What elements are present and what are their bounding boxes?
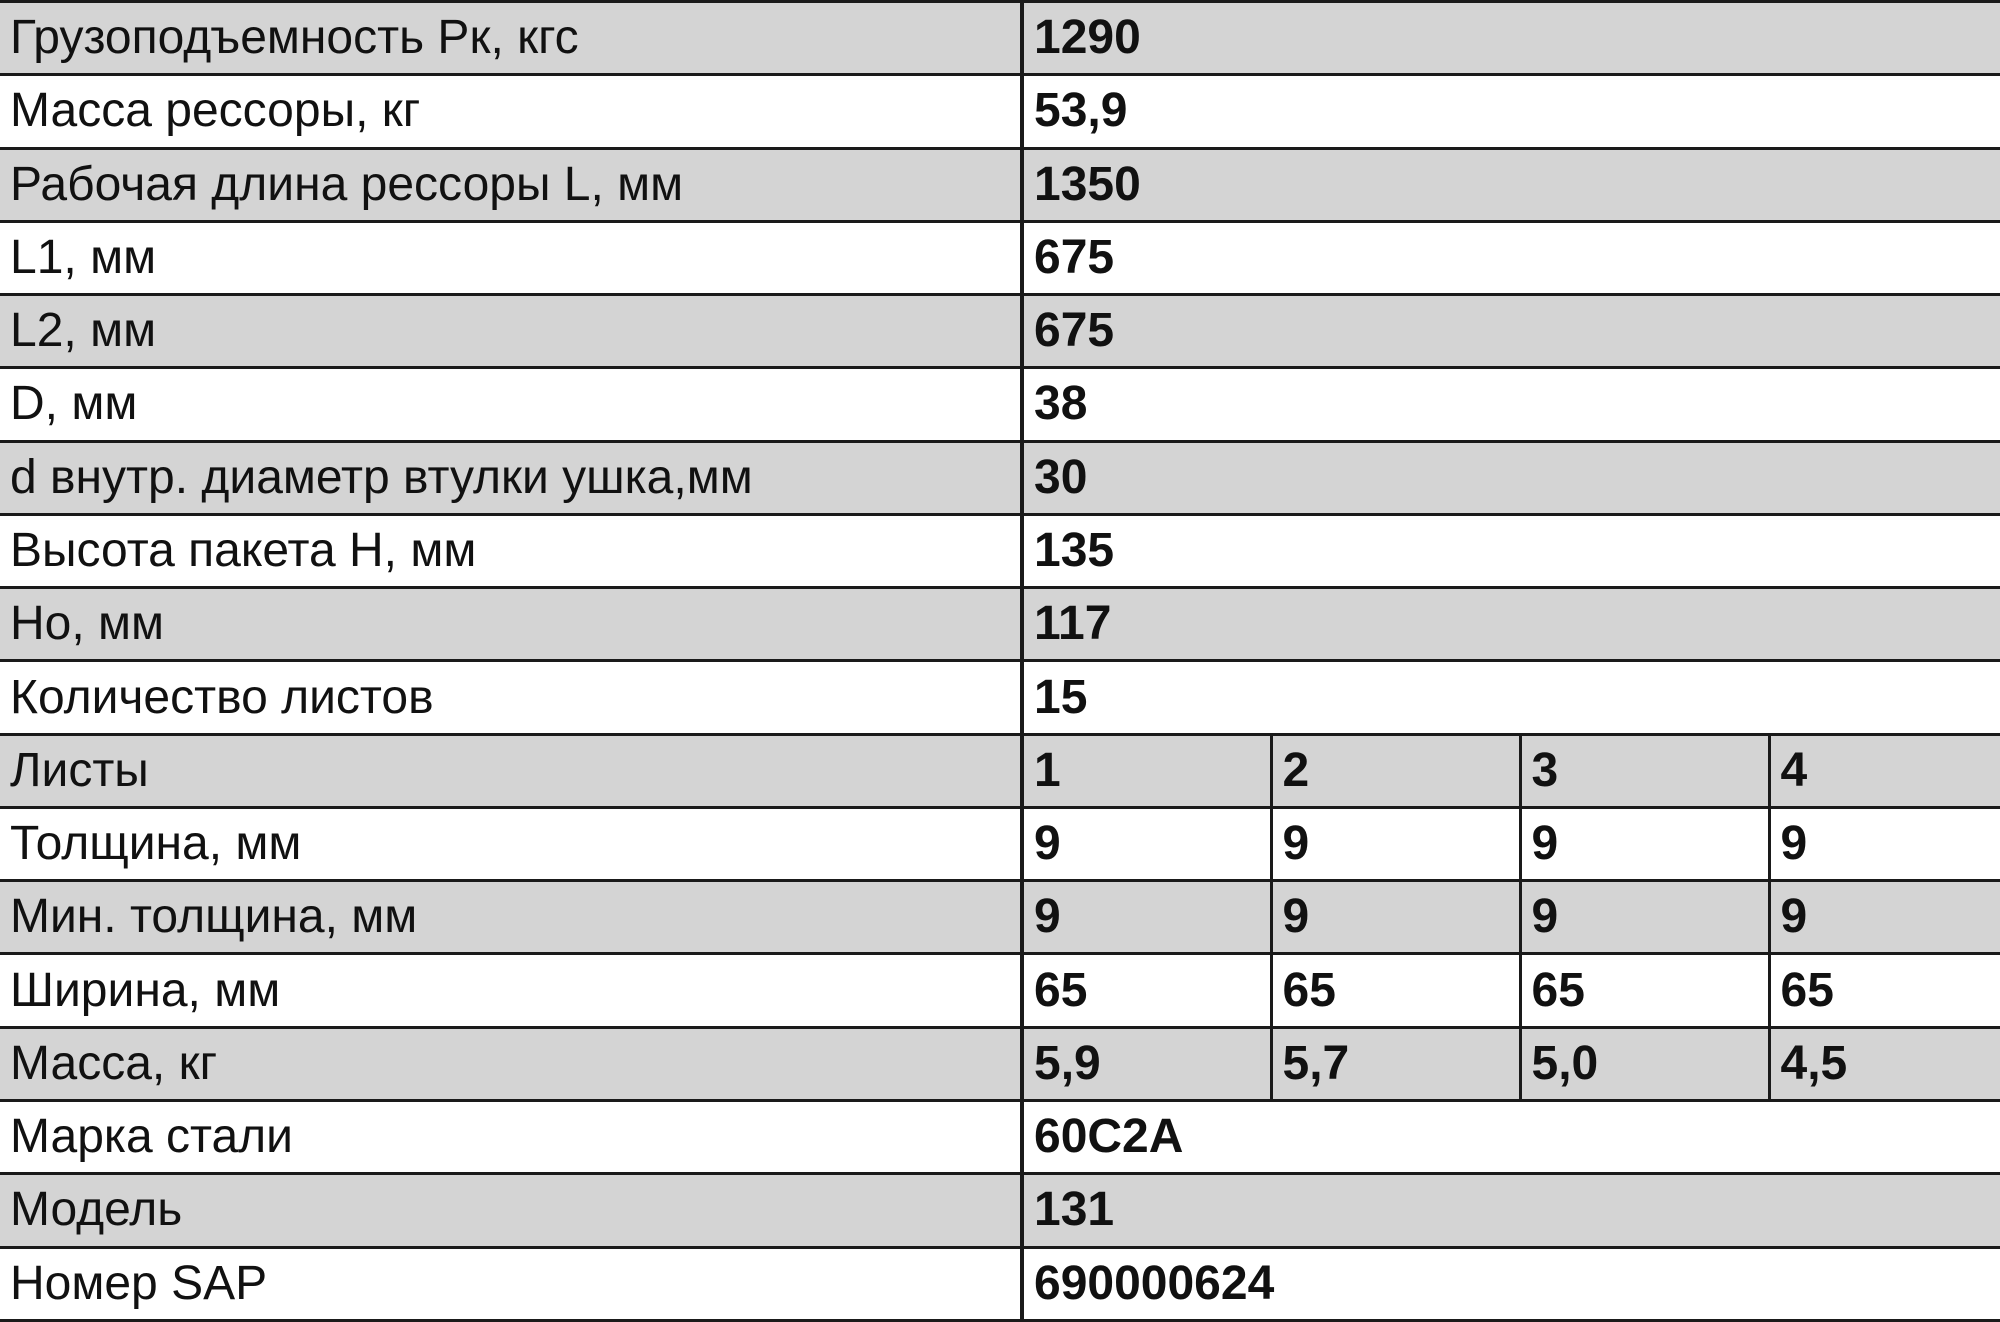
- row-label: Марка стали: [0, 1100, 1022, 1173]
- table-row-leaf-count: [0, 661, 2000, 734]
- table-row-steel-grade: [0, 1100, 2000, 1173]
- leaf-value: 4,5: [1769, 1027, 2000, 1100]
- row-label: Высота пакета H, мм: [0, 514, 1022, 587]
- row-value: 38: [1022, 368, 2000, 441]
- leaf-value: 9: [1022, 881, 1271, 954]
- leaf-value: 9: [1271, 881, 1520, 954]
- leaf-value: 9: [1520, 881, 1769, 954]
- table-row-min-thickness: [0, 881, 2000, 954]
- leaf-value: 65: [1271, 954, 1520, 1027]
- leaf-value: 65: [1769, 954, 2000, 1027]
- table-row-working-length: [0, 148, 2000, 221]
- row-value: 60С2А: [1022, 1100, 2000, 1173]
- table-row-spring-mass: [0, 75, 2000, 148]
- row-value: 15: [1022, 661, 2000, 734]
- leaf-value: 5,7: [1271, 1027, 1520, 1100]
- row-label: Рабочая длина рессоры L, мм: [0, 148, 1022, 221]
- row-label: L1, мм: [0, 221, 1022, 294]
- leaf-value: 5,0: [1520, 1027, 1769, 1100]
- row-label: Ho, мм: [0, 588, 1022, 661]
- row-label: Модель: [0, 1174, 1022, 1247]
- leaf-number: 2: [1271, 734, 1520, 807]
- row-value: 675: [1022, 221, 2000, 294]
- leaf-value: 9: [1769, 881, 2000, 954]
- row-label: Масса рессоры, кг: [0, 75, 1022, 148]
- leaf-value: 9: [1271, 807, 1520, 880]
- row-value: 690000624: [1022, 1247, 2000, 1320]
- table-row-pack-height: [0, 514, 2000, 587]
- row-value: 53,9: [1022, 75, 2000, 148]
- table-row-leaf-mass: [0, 1027, 2000, 1100]
- table-row-load-capacity: [0, 2, 2000, 75]
- table-row-width: [0, 954, 2000, 1027]
- table-row-thickness: [0, 807, 2000, 880]
- row-label: Грузоподъемность Рк, кгс: [0, 2, 1022, 75]
- leaf-value: 9: [1022, 807, 1271, 880]
- row-label: Листы: [0, 734, 1022, 807]
- table-row-ho: [0, 588, 2000, 661]
- leaf-number: 3: [1520, 734, 1769, 807]
- leaf-value: 9: [1520, 807, 1769, 880]
- leaf-value: 9: [1769, 807, 2000, 880]
- table-row-model: [0, 1174, 2000, 1247]
- row-value: 1350: [1022, 148, 2000, 221]
- row-label: L2, мм: [0, 295, 1022, 368]
- table-row-leaves-header: [0, 734, 2000, 807]
- leaf-number: 4: [1769, 734, 2000, 807]
- row-label: D, мм: [0, 368, 1022, 441]
- row-value: 30: [1022, 441, 2000, 514]
- table-row-l1: [0, 221, 2000, 294]
- table-row-l2: [0, 295, 2000, 368]
- row-label: Количество листов: [0, 661, 1022, 734]
- row-value: 1290: [1022, 2, 2000, 75]
- row-label: Номер SAP: [0, 1247, 1022, 1320]
- row-label: Толщина, мм: [0, 807, 1022, 880]
- row-label: Мин. толщина, мм: [0, 881, 1022, 954]
- leaf-value: 65: [1520, 954, 1769, 1027]
- table-row-sap-number: [0, 1247, 2000, 1320]
- row-value: 135: [1022, 514, 2000, 587]
- leaf-value: 65: [1022, 954, 1271, 1027]
- leaf-value: 5,9: [1022, 1027, 1271, 1100]
- row-value: 117: [1022, 588, 2000, 661]
- row-label: Масса, кг: [0, 1027, 1022, 1100]
- row-label: Ширина, мм: [0, 954, 1022, 1027]
- table-row-bushing-diameter: [0, 441, 2000, 514]
- table-row-d: [0, 368, 2000, 441]
- row-value: 131: [1022, 1174, 2000, 1247]
- leaf-number: 1: [1022, 734, 1271, 807]
- row-label: d внутр. диаметр втулки ушка,мм: [0, 441, 1022, 514]
- row-value: 675: [1022, 295, 2000, 368]
